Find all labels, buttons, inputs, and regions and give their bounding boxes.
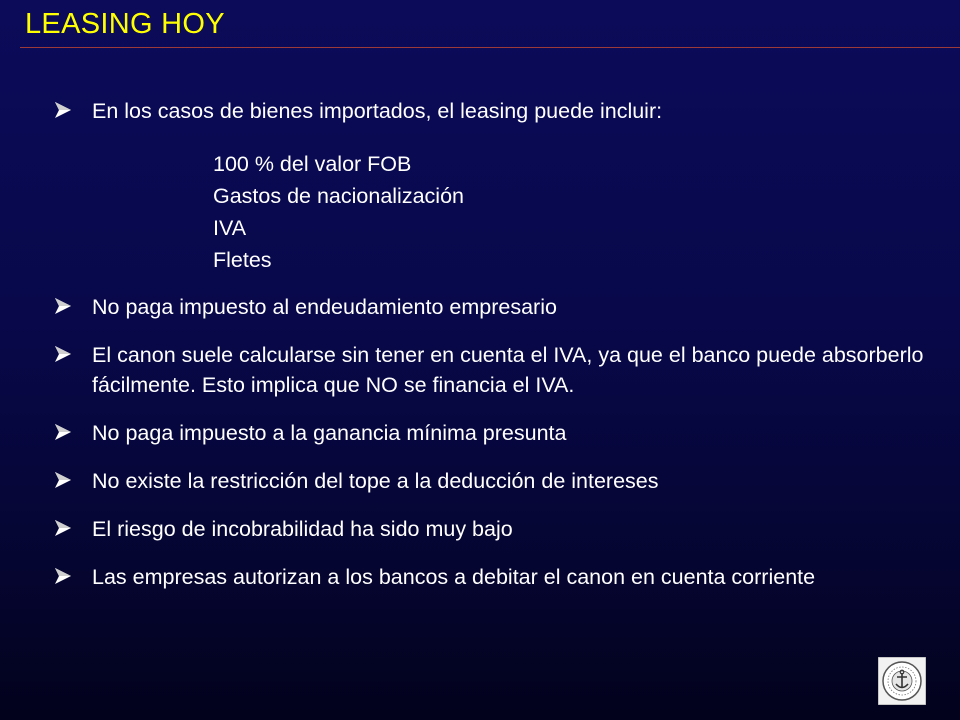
- bullet-text: En los casos de bienes importados, el leasing puede incluir:: [92, 99, 663, 123]
- sub-item: Gastos de nacionalización: [213, 184, 464, 208]
- bullet-text: Las empresas autorizan a los bancos a debitar el canon en cuenta corriente: [92, 565, 816, 589]
- arrow-bullet-icon: [52, 295, 74, 317]
- bullet-item: [52, 340, 932, 400]
- bullet-text: No paga impuesto al endeudamiento empresario: [92, 295, 557, 319]
- sub-item: IVA: [213, 216, 247, 240]
- sub-list: [213, 148, 932, 276]
- bullet-text: El canon suele calcularse sin tener en cuenta el IVA, ya que el banco puede absorberlo fácilmente. Esto implica que NO se financia el IVA.: [92, 343, 924, 397]
- arrow-bullet-icon: [52, 565, 74, 587]
- title-divider: [20, 47, 960, 48]
- arrow-bullet-icon: [52, 343, 74, 365]
- sub-item: Fletes: [213, 248, 272, 272]
- arrow-bullet-icon: [52, 517, 74, 539]
- bullet-text: No paga impuesto a la ganancia mínima presunta: [92, 421, 567, 445]
- bullet-text: No existe la restricción del tope a la deducción de intereses: [92, 469, 659, 493]
- bullet-item: [52, 514, 932, 544]
- bullet-item: [52, 466, 932, 496]
- bullet-list: [52, 96, 932, 592]
- sub-item: 100 % del valor FOB: [213, 152, 412, 176]
- bullet-item: [52, 96, 932, 276]
- bullet-item: [52, 418, 932, 448]
- bullet-item: [52, 562, 932, 592]
- arrow-bullet-icon: [52, 421, 74, 443]
- bullet-text: El riesgo de incobrabilidad ha sido muy bajo: [92, 517, 513, 541]
- arrow-bullet-icon: [52, 469, 74, 491]
- bullet-item: [52, 292, 932, 322]
- institution-seal-icon: [878, 657, 926, 705]
- arrow-bullet-icon: [52, 99, 74, 121]
- slide-title: LEASING HOY: [25, 8, 225, 40]
